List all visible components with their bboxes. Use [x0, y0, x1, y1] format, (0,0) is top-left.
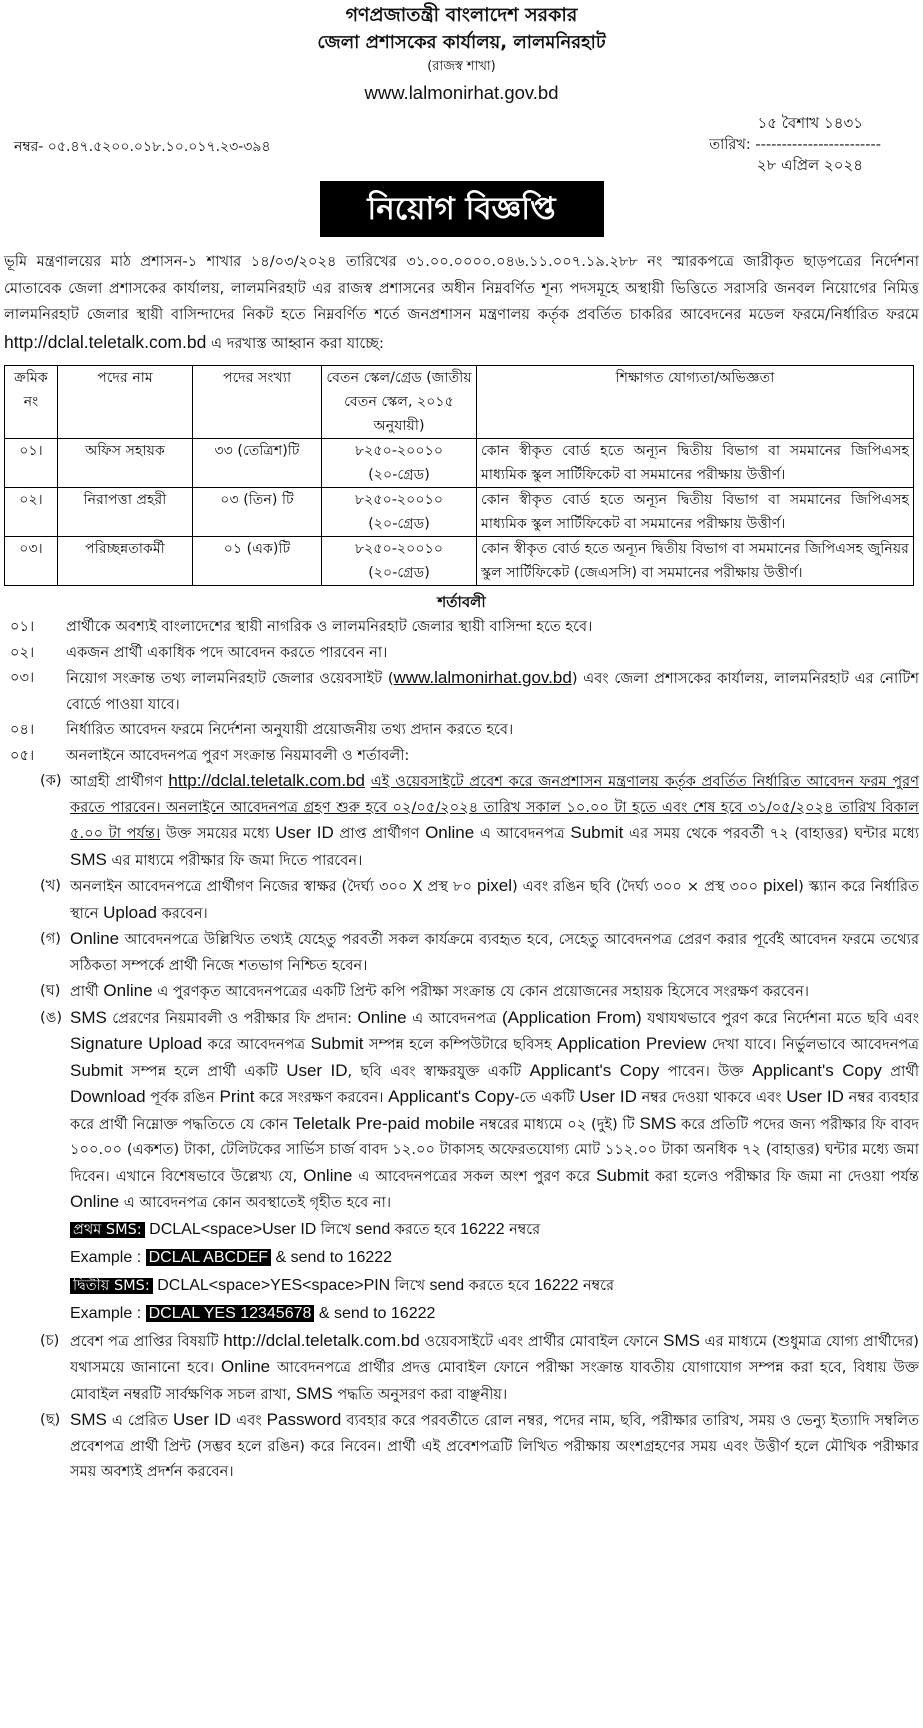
first-sms-line: [70, 1216, 919, 1244]
clause-part: প্রাপ্ত প্রার্থীগণ: [339, 825, 420, 842]
clause-part: প্রার্থী: [890, 1062, 920, 1080]
row-serial: ০৩।: [5, 537, 58, 586]
col-post-count: পদের সংখ্যা: [193, 366, 322, 439]
first-sms-label: প্রথম SMS:: [70, 1222, 145, 1238]
clause-part: করে আবেদনপত্র: [207, 1036, 306, 1053]
clause-part: করবেন।: [161, 904, 208, 922]
sub-clause-kha: [40, 873, 919, 926]
example-tail: & send to 16222: [275, 1248, 393, 1266]
first-sms-format: DCLAL<space>User ID: [149, 1220, 317, 1238]
pay-grade: (২০-গ্রেড): [368, 467, 430, 483]
clause-part: এ পুরণকৃত আবেদনপত্রের একটি প্রিন্ট কপি পরীক্ষা সংক্রান্ত যে কোন প্রয়োজনের সহায়ক হিসেবে সংরক্ষণ করবেন।: [157, 983, 809, 1000]
clause-part: User ID: [173, 1410, 232, 1429]
clause-part: আগ্রহী প্রার্থীগণ: [70, 773, 163, 790]
clause-part: নম্বরের মাধ্যমে ০২ (দুই) টি: [479, 1115, 635, 1133]
clause-part: Print: [219, 1087, 255, 1106]
clause-part: এই ওয়েবসাইটে প্রবেশ করে জনপ্রশাসন মন্ত্রণালয় কর্তৃক প্রবর্তিত নির্ধারিত আবেদন ফরম পুরণ করতে পারবেন। অনলাইনে আবেদনপত্র গ্রহণ শুরু হবে ০২/০৫/২০২৪ তারিখ সকাল ১০.০০ টা হতে এবং শেষ হবে ৩১/০৫/২০২৪ তারিখ বিকাল ৫.০০ টা পর্যন্ত।: [70, 773, 920, 842]
clause-part: নম্বর দেওয়া থাকবে এবং: [641, 1089, 782, 1106]
clause-part: এ আবেদনপত্র: [412, 1009, 497, 1027]
sms-text: করতে হবে: [394, 1221, 456, 1238]
clause-part: Online: [303, 1165, 353, 1185]
teletalk-link[interactable]: http://dclal.teletalk.com.bd: [168, 771, 365, 790]
clause-part: Password: [266, 1410, 342, 1429]
clause-text: [70, 873, 919, 926]
row-pay-scale: [322, 488, 477, 537]
intro-text: ভূমি মন্ত্রণালয়ের মাঠ প্রশাসন-১ শাখার ১৪/০৩/২০২৪ তারিখের ৩১.০০.০০০০.০৪৬.১১.০০৭.১৯.২৮৮ নং স্মারকপত্রে জারীকৃত ছাড়পত্রের নির্দেশনা মোতাবেক জেলা প্রশাসকের কার্যালয়, লালমনিরহাট এর রাজস্ব প্রশাসনের অধীন নিম্নবর্ণিত শূন্য পদসমূহে অস্থায়ী ভিত্তিতে সরাসরি জনবল নিয়োগের নিমিত্ত লালমনিরহাট জেলার স্থায়ী বাসিন্দাদের নিকট হতে নিম্নবর্ণিত শর্তে জনপ্রশাসন মন্ত্রণালয় কর্তৃক প্রবর্তিত চাকরির আবেদনের মডেল ফরমে/নির্ধারিত ফরমে: [4, 253, 919, 323]
clause-label: (ঘ): [40, 982, 61, 999]
clause-part: pixel: [763, 876, 799, 895]
term-item: [4, 665, 919, 717]
clause-part: Applicant's Copy: [752, 1060, 882, 1080]
clause-part: SMS: [70, 849, 107, 869]
term-number: ০১।: [10, 618, 35, 635]
term-item: [4, 614, 919, 640]
row-pay-scale: [322, 537, 477, 586]
clause-part: এর সময় থেকে পরবর্তী ৭২ (বাহাত্তর) ঘন্টার মধ্যে: [629, 825, 920, 842]
clause-part: এর মাধ্যমে পরীক্ষার ফি জমা দিতে পারবেন।: [111, 851, 363, 869]
row-post-name: পরিচ্ছন্নতাকর্মী: [58, 537, 193, 586]
clause-part: ব্যবহার করে পরবর্তীতে রোল নম্বর, পদের নাম, ছবি, পরীক্ষার তারিখ, সময় ও ভেন্যু ইত্যাদি সম্বলিত প্রবেশপত্র প্রার্থী প্রিন্ট (সম্ভব হলে রঙিন) করে নিবেন। প্রার্থী এই প্রবেশপত্রটি লিখিত পরীক্ষায় অংশগ্রহণের সময় এবং উত্তীর্ণ হলে মৌখিক পরীক্ষার সময় অবশ্যই প্রদর্শন করবেন।: [70, 1412, 920, 1480]
sms-text: নম্বরে: [509, 1221, 541, 1238]
col-pay-scale: বেতন স্কেল/গ্রেড (জাতীয় বেতন স্কেল, ২০১৫ অনুযায়ী): [322, 366, 477, 439]
clause-part: Online: [220, 1357, 271, 1376]
clause-part: নম্বর ব্যবহার করে প্রার্থী নিম্নোক্ত পদ্ধতিতে যে কোন: [70, 1089, 919, 1133]
clause-part: -তে একটি: [514, 1089, 575, 1106]
clause-part: Submit: [310, 1034, 364, 1053]
second-sms-label: দ্বিতীয় SMS:: [70, 1278, 153, 1294]
clause-part: Download: [70, 1087, 146, 1106]
posts-table: [4, 365, 914, 586]
row-pay-scale: [322, 439, 477, 488]
sub-clause-ga: [40, 926, 919, 978]
table-row: [5, 537, 914, 586]
clause-part: এবং: [236, 1412, 262, 1429]
clause-part: পূর্বক রঙিন: [150, 1089, 215, 1106]
date-label: তারিখ: ------------------------: [709, 137, 881, 153]
clause-part: প্রার্থী: [70, 983, 99, 1000]
term-number: ০৫।: [10, 746, 35, 764]
gregorian-date: ২৮ এপ্রিল ২০২৪: [756, 156, 863, 174]
clause-part: SMS: [663, 1330, 700, 1350]
sms-text: করতে হবে: [468, 1277, 530, 1294]
example-code: DCLAL YES 12345678: [146, 1305, 315, 1322]
clause-label: (খ): [40, 877, 61, 894]
sub-clause-gha: [40, 978, 919, 1005]
clause-part: ওয়েবসাইটে এবং প্রার্থীর মোবাইল ফোনে: [424, 1332, 659, 1350]
clause-part: (Application From): [502, 1007, 642, 1027]
clause-part: , ছবি এবং স্বাক্ষরযুক্ত একটি: [347, 1062, 522, 1080]
clause-text: [70, 1005, 919, 1216]
intro-tail: এ দরখাস্ত আহ্বান করা যাচ্ছে:: [210, 334, 384, 352]
clause-part: এ প্রেরিত: [111, 1412, 168, 1429]
clause-part: User ID: [275, 823, 334, 842]
clause-part: User ID: [786, 1087, 844, 1106]
row-post-count: ০৩ (তিন) টি: [193, 488, 322, 537]
clause-part: দেখা যাবে। নির্ভুলভাবে আবেদনপত্র: [711, 1036, 920, 1053]
bengali-date: ১৫ বৈশাখ ১৪৩১: [757, 114, 863, 132]
clause-part: Submit: [570, 823, 624, 842]
term-text: [66, 665, 919, 717]
clause-part: অনলাইন আবেদনপত্রে প্রার্থীগণ নিজের স্বাক্ষর (দৈর্ঘ্য ৩০০ X প্রস্থ ৮০: [70, 878, 473, 895]
clause-part: Application Preview: [557, 1034, 707, 1053]
clause-part: SMS: [639, 1113, 677, 1133]
clause-part: Submit: [70, 1060, 123, 1080]
term-text: প্রার্থীকে অবশ্যই বাংলাদেশের স্থায়ী নাগরিক ও লালমনিরহাট জেলার স্থায়ী বাসিন্দা হতে হবে।: [66, 618, 593, 635]
clause-part: সম্পন্ন হলে কম্পিউটারে ছবিসহ: [368, 1036, 552, 1053]
term-item: [4, 743, 919, 769]
clause-part: Online: [70, 929, 120, 948]
sms-text: লিখে: [394, 1277, 425, 1294]
term-text-part: ) এবং জেলা প্রশাসকের কার্যালয়, লালমনিরহাট এর নোটিশ বোর্ডে পাওয়া যাবে।: [66, 670, 919, 713]
office-title: জেলা প্রশাসকের কার্যালয়, লালমনিরহাট: [317, 32, 606, 53]
sub-clause-chha: [40, 1407, 919, 1485]
col-post-name: পদের নাম: [58, 366, 193, 439]
pay-range: ৮২৫০-২০০১০: [354, 492, 444, 508]
term-text: নির্ধারিত আবেদন ফরমে নির্দেশনা অনুযায়ী প্রয়োজনীয় তথ্য প্রদান করতে হবে।: [66, 721, 514, 738]
clause-part: করে প্রতিটি পদের জন্য পরীক্ষার ফি বাবদ ১০০.০০ (একশত) টাকা, টেলিটকের সার্ভিস চার্জ বাবদ ১২.০০ টাকাসহ অফেরতযোগ্য মোট ১১২.০০ টাকা অনধিক ৭২ (বাহাত্তর) ঘন্টার মধ্যে জমা দিবেন। এখানে বিশেষভাবে উল্লেখ্য যে,: [70, 1115, 919, 1185]
clause-part: এ আবেদনপত্রের সকল অংশ পুরণ করে: [358, 1167, 591, 1185]
row-serial: ০২।: [5, 488, 58, 537]
sms-number: 16222: [460, 1220, 505, 1238]
clause-part: Upload: [103, 902, 157, 922]
clause-part: User ID: [286, 1060, 348, 1080]
clause-part: করে সংরক্ষণ করবেন।: [259, 1089, 384, 1106]
application-url[interactable]: http://dclal.teletalk.com.bd: [4, 331, 207, 352]
clause-part: প্রবেশ পত্র প্রাপ্তির বিষয়টি: [70, 1332, 219, 1350]
sub-clause-cha: [40, 1328, 919, 1408]
pay-grade: (২০-গ্রেড): [368, 516, 430, 532]
reference-line: [4, 110, 919, 174]
table-header-row: [5, 366, 914, 439]
term-text: অনলাইনে আবেদনপত্র পুরণ সংক্রান্ত নিয়মাবলী ও শর্তাবলী:: [66, 746, 410, 764]
clause-part: Signature Upload: [70, 1034, 203, 1053]
website-url[interactable]: www.lalmonirhat.gov.bd: [364, 82, 559, 103]
clause-part: আবেদনপত্রে প্রার্থীর প্রদত্ত মোবাইল ফোনে পরীক্ষা সংক্রান্ত যাবতীয় যোগাযোগ সম্পন্ন করা হবে, বিধায় উক্ত মোবাইল নম্বরটি সার্বক্ষণিক সচল রাখা,: [70, 1359, 920, 1403]
district-website-link[interactable]: www.lalmonirhat.gov.bd: [393, 668, 572, 687]
pay-grade: (২০-গ্রেড): [368, 565, 430, 581]
department-label: (রাজস্ব শাখা): [427, 59, 496, 74]
example-label: Example :: [70, 1248, 142, 1266]
clause-text: [70, 978, 919, 1005]
clause-label: (ক): [40, 772, 62, 789]
row-qualification: কোন স্বীকৃত বোর্ড হতে অন্যূন দ্বিতীয় বিভাগ বা সমমানের জিপিএসহ মাধ্যমিক স্কুল সার্টিফিকেট বা সমমানের পরীক্ষায় উত্তীর্ণ।: [477, 439, 914, 488]
clause-part: এ আবেদনপত্র কোন অবস্থাতেই গৃহীত হবে না।: [123, 1194, 392, 1211]
clause-part: উক্ত সময়ের মধ্যে: [165, 825, 270, 842]
first-sms-example: [70, 1244, 919, 1272]
term-item: [4, 717, 919, 743]
term-text: একজন প্রার্থী একাধিক পদে আবেদন করতে পারবেন না।: [66, 643, 388, 661]
sub-clause-umo: [40, 1005, 919, 1216]
clause-part: যথাযথভাবে পুরণ করে নির্দেশনা মতে ছবি এবং: [647, 1009, 920, 1027]
sms-number: 16222: [534, 1276, 579, 1294]
clause-part: ) স্ক্যান করে নির্ধারিত স্থানে: [70, 878, 920, 922]
example-label: Example :: [70, 1304, 142, 1322]
term-number: ০২।: [10, 643, 35, 661]
sms-text: লিখে: [320, 1221, 352, 1238]
clause-part: Online: [70, 1192, 120, 1211]
example-code: DCLAL ABCDEF: [146, 1249, 271, 1266]
intro-paragraph: [4, 249, 919, 357]
row-post-name: নিরাপত্তা প্রহরী: [58, 488, 193, 537]
clause-text: [70, 926, 919, 978]
clause-part: পাবেন। উক্ত: [667, 1062, 744, 1080]
clause-label: (ছ): [40, 1411, 61, 1428]
clause-part: User ID: [579, 1087, 637, 1106]
pay-range: ৮২৫০-২০০১০: [354, 443, 444, 459]
clause-part: SMS: [70, 1007, 107, 1027]
term-text-part: নিয়োগ সংক্রান্ত তথ্য লালমনিরহাট জেলার ওয়েবসাইট (: [66, 670, 394, 687]
clause-text: [70, 768, 919, 873]
clause-part: ) এবং রঙিন ছবি (দৈর্ঘ্য ৩০০ × প্রস্থ ৩০০: [511, 878, 759, 895]
clause-part: সম্পন্ন হলে প্রার্থী একটি: [131, 1062, 278, 1080]
example-tail: & send to 16222: [318, 1304, 436, 1322]
clause-part: Applicant's Copy: [388, 1087, 515, 1106]
clause-part: এর মাধ্যমে (শুধুমাত্র যোগ্য প্রার্থীদের) যথাসময়ে জানানো হবে।: [70, 1332, 920, 1376]
row-post-count: ০১ (এক)টি: [193, 537, 322, 586]
clause-part: Online: [103, 981, 153, 1000]
term-number: ০৪।: [10, 721, 35, 738]
teletalk-link[interactable]: http://dclal.teletalk.com.bd: [223, 1330, 420, 1350]
clause-part: আবেদনপত্রে উল্লিখিত তথ্যই যেহেতু পরবর্তী সকল কার্যক্রমে ব্যবহৃত হবে, সেহেতু আবেদনপত্র প্রেরণ করার পূর্বেই আবেদন ফরমে তথ্যের সঠিকতা সম্পর্কে প্রার্থী নিজে শতভাগ নিশ্চিত হবেন।: [70, 931, 920, 974]
col-qualification: শিক্ষাগত যোগ্যতা/অভিজ্ঞতা: [477, 366, 914, 439]
second-sms-format: DCLAL<space>YES<space>PIN: [157, 1276, 391, 1294]
notice-page: [0, 2, 923, 1728]
clause-part: পদ্ধতি অনুসরণ করা বাঞ্ছনীয়।: [337, 1385, 508, 1403]
table-row: [5, 488, 914, 537]
memo-number: নম্বর- ০৫.৪৭.৫২০০.০১৮.১০.০১৭.২৩-৩৯৪: [14, 139, 271, 155]
term-number: ০৩।: [10, 669, 35, 686]
clause-label: (চ): [40, 1331, 60, 1349]
clause-part: প্রেরণের নিয়মাবলী ও পরীক্ষার ফি প্রদান:: [112, 1009, 353, 1027]
clause-text: [70, 1407, 919, 1485]
clause-text: [70, 1328, 919, 1408]
clause-part: Submit: [596, 1165, 650, 1185]
clause-part: করা হলেও পরীক্ষার ফি জমা না দেওয়া পর্যন্ত: [654, 1167, 919, 1185]
clause-part: pixel: [477, 876, 512, 895]
clause-part: SMS: [70, 1410, 107, 1429]
clause-part: Teletalk Pre-paid mobile: [293, 1113, 475, 1133]
pay-range: ৮২৫০-২০০১০: [354, 541, 444, 557]
clause-part: Applicant's Copy: [529, 1060, 660, 1080]
clause-label: (ঙ): [40, 1008, 63, 1026]
row-post-name: অফিস সহায়ক: [58, 439, 193, 488]
clause-part: এ আবেদনপত্র: [479, 825, 565, 842]
government-title: গণপ্রজাতন্ত্রী বাংলাদেশ সরকার: [345, 4, 578, 26]
row-qualification: কোন স্বীকৃত বোর্ড হতে অন্যূন দ্বিতীয় বিভাগ বা সমমানের জিপিএসহ জুনিয়র স্কুল সার্টিফিকেট (জেএসসি) বা সমমানের পরীক্ষায় উত্তীর্ণ।: [477, 537, 914, 586]
row-serial: ০১।: [5, 439, 58, 488]
sms-text: নম্বরে: [582, 1277, 614, 1294]
table-row: [5, 439, 914, 488]
sms-text: send: [429, 1276, 465, 1294]
clause-label: (গ): [40, 930, 61, 947]
col-serial: ক্রমিক নং: [5, 366, 58, 439]
notice-title: নিয়োগ বিজ্ঞপ্তি: [320, 181, 604, 237]
row-qualification: কোন স্বীকৃত বোর্ড হতে অন্যূন দ্বিতীয় বিভাগ বা সমমানের জিপিএসহ মাধ্যমিক স্কুল সার্টিফিকেট বা সমমানের পরীক্ষায় উত্তীর্ণ।: [477, 488, 914, 537]
sub-clause-ka: [40, 768, 919, 873]
clause-part: SMS: [295, 1383, 333, 1403]
clause-part: Online: [357, 1007, 407, 1027]
second-sms-line: [70, 1272, 919, 1300]
row-post-count: ৩৩ (তেত্রিশ)টি: [193, 439, 322, 488]
terms-title: শর্তাবলী: [437, 593, 486, 611]
clause-part: Online: [425, 823, 475, 842]
sms-text: send: [355, 1220, 391, 1238]
term-item: [4, 640, 919, 666]
second-sms-example: [70, 1300, 919, 1328]
